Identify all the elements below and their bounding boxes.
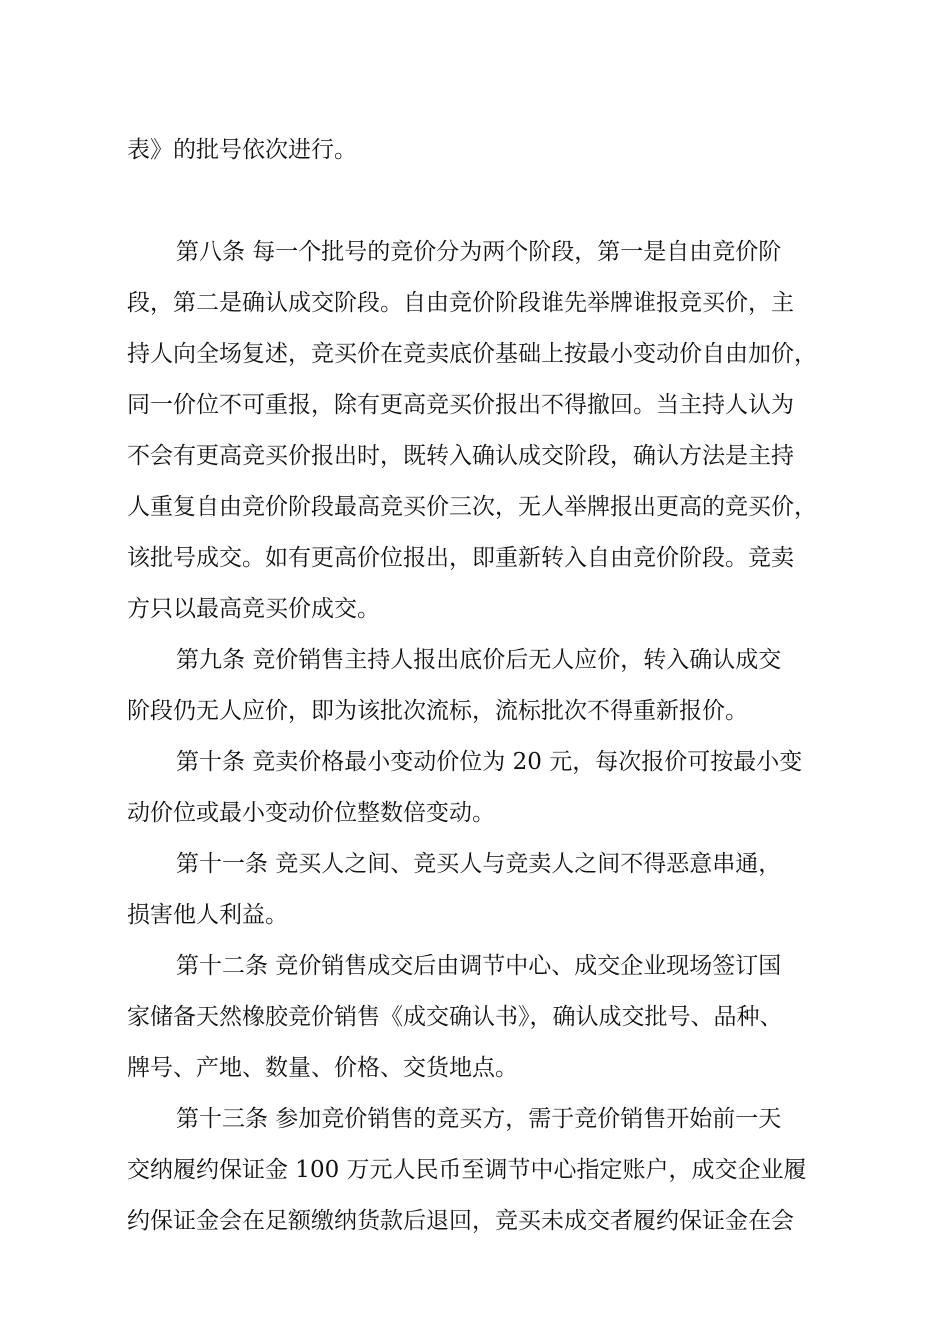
- text-line: [0, 1201, 950, 1241]
- line-text: 第十二条 竞价销售成交后由调节中心、成交企业现场签订国: [176, 953, 782, 979]
- text-line: [0, 793, 950, 833]
- line-text: 约保证金会在足额缴纳货款后退回，竞买未成交者履约保证金在会: [127, 1208, 794, 1234]
- line-text: 第十条 竞卖价格最小变动价位为 20 元，每次报价可按最小变: [176, 749, 803, 775]
- line-text: 阶段仍无人应价，即为该批次流标，流标批次不得重新报价。: [127, 698, 748, 724]
- line-text: 持人向全场复述，竞买价在竞卖底价基础上按最小变动价自由加价，: [127, 341, 817, 367]
- line-text: 牌号、产地、数量、价格、交货地点。: [127, 1055, 518, 1081]
- text-line: [0, 742, 950, 782]
- text-line: [0, 1048, 950, 1088]
- line-text: 同一价位不可重报，除有更高竞买价报出不得撤回。当主持人认为: [127, 392, 794, 418]
- line-text: 动价位或最小变动价位整数倍变动。: [127, 800, 495, 826]
- line-text: 段，第二是确认成交阶段。自由竞价阶段谁先举牌谁报竞买价，主: [127, 290, 794, 316]
- line-text: 表》的批号依次进行。: [127, 137, 357, 163]
- text-line: [0, 589, 950, 629]
- text-line: [0, 232, 950, 272]
- text-line: [0, 538, 950, 578]
- text-line: [0, 1150, 950, 1190]
- text-line: [0, 691, 950, 731]
- text-line: [0, 436, 950, 476]
- line-text: 方只以最高竞买价成交。: [127, 596, 380, 622]
- line-text: 该批号成交。如有更高价位报出，即重新转入自由竞价阶段。竞卖: [127, 545, 794, 571]
- text-line: [0, 997, 950, 1037]
- line-text: 家储备天然橡胶竞价销售《成交确认书》，确认成交批号、品种、: [127, 1004, 783, 1030]
- text-line: [0, 895, 950, 935]
- text-line: [0, 130, 950, 170]
- line-text: 损害他人利益。: [127, 902, 288, 928]
- text-line: [0, 487, 950, 527]
- line-text: 第十一条 竞买人之间、竞买人与竞卖人之间不得恶意串通，: [176, 851, 782, 877]
- text-line: [0, 640, 950, 680]
- text-line: [0, 283, 950, 323]
- text-line: [0, 334, 950, 374]
- line-text: 第八条 每一个批号的竞价分为两个阶段，第一是自由竞价阶: [176, 239, 782, 265]
- text-line: [0, 946, 950, 986]
- line-text: 交纳履约保证金 100 万元人民币至调节中心指定账户，成交企业履: [127, 1157, 807, 1183]
- line-text: 人重复自由竞价阶段最高竞买价三次，无人举牌报出更高的竞买价，: [127, 494, 817, 520]
- line-text: 不会有更高竞买价报出时，既转入确认成交阶段，确认方法是主持: [127, 443, 794, 469]
- text-line: [0, 844, 950, 884]
- line-text: 第十三条 参加竞价销售的竞买方，需于竞价销售开始前一天: [176, 1106, 782, 1132]
- line-text: 第九条 竞价销售主持人报出底价后无人应价，转入确认成交: [176, 647, 782, 673]
- text-line: [0, 385, 950, 425]
- text-line: [0, 1099, 950, 1139]
